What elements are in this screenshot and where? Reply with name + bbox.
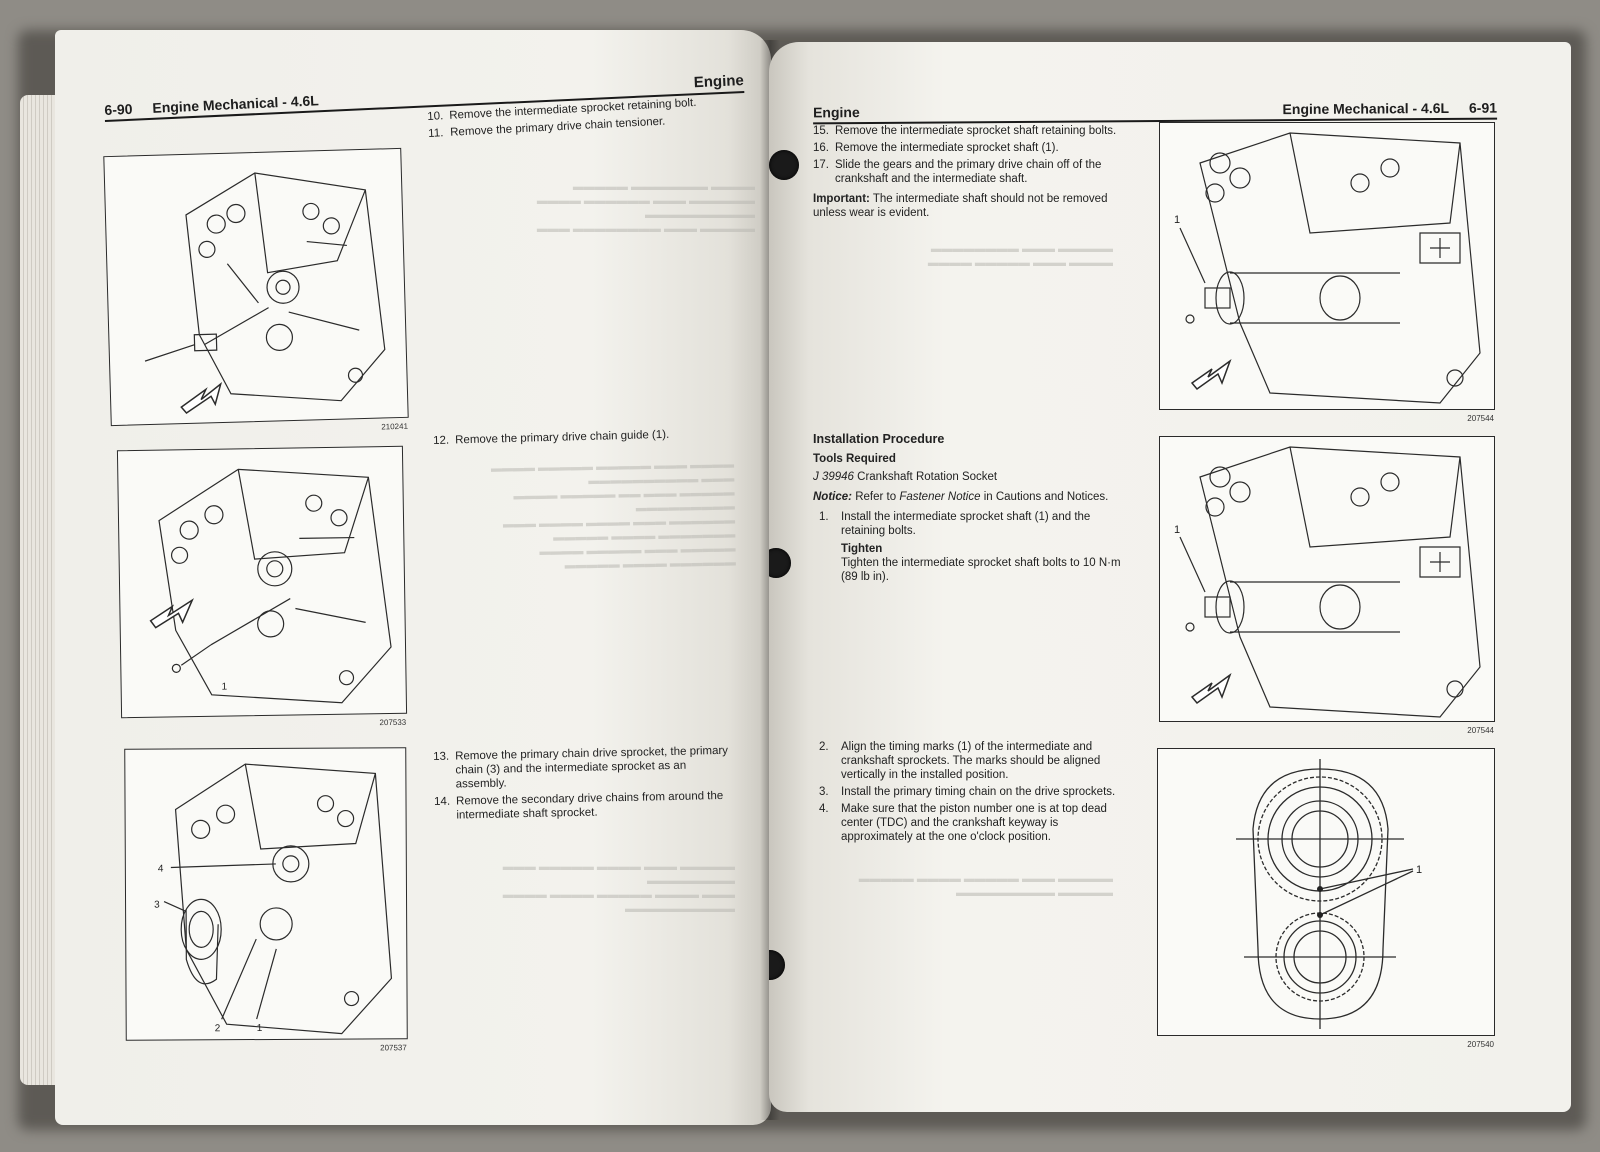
important-text: The intermediate shaft should not be removed unless wear is evident.: [813, 193, 1108, 219]
step-number: 13.: [433, 750, 450, 763]
step-text: Remove the intermediate sprocket retaining bolt.: [449, 96, 697, 122]
bleed-through-text: ▬▬▬▬ ▬▬▬ ▬▬▬▬▬ ▬▬▬▬▬ ▬▬▬▬ ▬▬▬ ▬▬▬▬▬▬▬▬▬▬ ▬▬▬▬▬ ▬▬▬ ▬▬ ▬▬▬▬▬ ▬▬▬▬ ▬▬▬▬▬▬▬▬▬ ▬▬▬▬▬▬ ▬▬▬ ▬▬▬▬ ▬▬▬▬ ▬▬▬ ▬▬▬▬▬▬▬ ▬▬▬▬ ▬▬▬▬▬ ▬▬▬▬▬ ▬▬▬ ▬▬▬▬▬ ▬▬▬▬ ▬▬▬▬▬▬ ▬▬▬▬ ▬▬▬▬▬: [490, 458, 736, 572]
notice-label: Notice:: [813, 491, 852, 503]
steps-2-4: [813, 740, 1125, 847]
step-text: Remove the primary drive chain guide (1).: [455, 428, 670, 447]
right-page-number: 6-91: [1468, 99, 1498, 116]
notice: [813, 490, 1125, 504]
steps-13-14: [433, 744, 735, 826]
step-number: 14.: [433, 795, 451, 808]
notice-pre: Refer to: [855, 491, 897, 503]
callout-2: 2: [214, 1023, 221, 1035]
right-page-section: Engine: [812, 104, 860, 121]
callout-1: 1: [1174, 524, 1181, 536]
callout-1: 1: [1174, 214, 1181, 226]
figure-timing-marks: [1157, 748, 1495, 1049]
binder-hole: [769, 950, 785, 980]
figure-id: 207537: [380, 1043, 407, 1053]
bleed-through-text: ▬▬▬▬▬ ▬▬▬ ▬▬▬▬ ▬▬▬▬▬ ▬▬▬ ▬▬▬▬▬▬▬▬ ▬▬▬ ▬▬▬▬ ▬▬▬▬▬ ▬▬▬▬ ▬▬▬▬ ▬▬▬▬▬▬▬▬▬▬: [502, 861, 735, 915]
binder-hole: [769, 548, 791, 578]
figure-engine-tensioner: [103, 148, 409, 432]
step: [813, 158, 1123, 186]
step: [813, 785, 1125, 799]
step-text: Remove the primary drive chain tensioner.: [449, 115, 666, 139]
figure-intermediate-shaft-removal: [1159, 122, 1495, 423]
figure-engine-chain-guide: [117, 446, 407, 728]
callout-3: 3: [154, 899, 160, 911]
figure-id: 207544: [1467, 726, 1494, 735]
left-page-title: Engine Mechanical - 4.6L: [152, 92, 320, 116]
step-text: Remove the secondary drive chains from around the intermediate shaft sprocket.: [455, 789, 724, 822]
step-number: 10.: [427, 110, 444, 123]
engine-drawing: [125, 748, 407, 1039]
step: [813, 124, 1123, 138]
right-page-header: [813, 88, 1497, 125]
tighten-block: [813, 542, 1125, 584]
step-number: 15.: [813, 125, 829, 137]
step-number: 12.: [433, 434, 450, 447]
installation-heading: Installation Procedure: [813, 432, 945, 446]
right-page: [769, 42, 1571, 1112]
tighten-text: Tighten the intermediate sprocket shaft bolts to 10 N·m (89 lb in).: [841, 557, 1121, 583]
callout-1: 1: [221, 681, 228, 693]
step-number: 3.: [819, 786, 829, 798]
step-number: 17.: [813, 159, 829, 171]
step: [813, 141, 1123, 155]
timing-diagram: [1158, 749, 1494, 1035]
engine-drawing: [118, 447, 406, 717]
step: [813, 740, 1125, 782]
figure-id: 207533: [379, 717, 407, 728]
tools-heading: Tools Required: [813, 453, 896, 465]
important-label: Important:: [813, 193, 870, 205]
step-text: Install the primary timing chain on the drive sprockets.: [841, 786, 1116, 798]
right-page-title: Engine Mechanical - 4.6L: [1282, 99, 1450, 118]
steps-12: [433, 426, 733, 451]
bleed-through-text: ▬▬▬▬▬ ▬▬▬ ▬▬▬▬▬▬▬▬ ▬▬▬▬ ▬▬▬ ▬▬▬▬▬ ▬▬▬▬: [927, 243, 1113, 269]
binder-hole: [769, 150, 799, 180]
callout-1: 1: [1416, 864, 1423, 876]
step-text: Install the intermediate sprocket shaft (1) and the retaining bolts.: [841, 511, 1091, 537]
figure-id: 207544: [1467, 414, 1494, 423]
bleed-through-text: ▬▬▬▬▬ ▬▬▬ ▬▬▬▬▬ ▬▬▬▬ ▬▬▬▬▬ ▬▬▬▬▬ ▬▬▬▬▬▬▬▬▬: [858, 873, 1113, 899]
step-text: Make sure that the piston number one is at top dead center (TDC) and the crankshaft keyway is approximately at the one o'clock position.: [841, 803, 1107, 843]
callout-4: 4: [157, 863, 164, 875]
figure-id: 207540: [1467, 1040, 1494, 1049]
step: [433, 426, 733, 448]
step-number: 16.: [813, 142, 829, 154]
figure-intermediate-shaft-install: [1159, 436, 1495, 735]
engine-drawing: [1160, 437, 1494, 721]
step-text: Remove the intermediate sprocket shaft (1).: [835, 142, 1059, 154]
step-text: Remove the primary chain drive sprocket, the primary chain (3) and the intermediate sprocket as an assembly.: [455, 744, 729, 791]
step: [434, 789, 735, 823]
tool-entry: [813, 470, 1125, 484]
step-text: Remove the intermediate sprocket shaft retaining bolts.: [835, 125, 1117, 137]
step: [813, 802, 1125, 844]
engine-drawing: [1160, 123, 1494, 409]
step-text: Slide the gears and the primary drive chain off of the crankshaft and the intermediate shaft.: [835, 159, 1102, 185]
left-page: [55, 30, 771, 1125]
figure-id: 210241: [381, 421, 409, 432]
step-text: Align the timing marks (1) of the intermediate and crankshaft sprockets. The marks should be aligned vertically in the installed position.: [841, 741, 1101, 781]
callout-1: 1: [256, 1023, 263, 1035]
important-note: [813, 192, 1123, 220]
notice-link: Fastener Notice: [899, 491, 981, 503]
tool-code: J 39946: [813, 471, 854, 483]
tighten-label: Tighten: [841, 543, 883, 555]
step-number: 4.: [819, 803, 829, 815]
steps-15-17: [813, 124, 1123, 220]
step: [813, 510, 1125, 538]
step-number: 2.: [819, 741, 829, 753]
engine-drawing: [104, 149, 407, 425]
tool-name: Crankshaft Rotation Socket: [857, 471, 998, 483]
step-number: 1.: [819, 511, 829, 523]
installation-procedure: [813, 432, 1125, 584]
step-number: 11.: [427, 127, 444, 140]
left-page-section: Engine: [693, 71, 745, 92]
figure-engine-sprocket-assembly: [124, 747, 408, 1053]
bleed-through-text: ▬▬▬▬ ▬▬▬▬▬▬▬ ▬▬▬▬▬ ▬▬▬▬▬▬ ▬▬▬ ▬▬▬▬▬▬ ▬▬▬▬ ▬▬▬▬▬▬▬▬▬▬ ▬▬▬▬▬ ▬▬▬ ▬▬▬▬▬▬▬▬ ▬▬▬: [536, 181, 755, 235]
step: [433, 744, 734, 792]
left-page-number: 6-90: [104, 100, 133, 119]
notice-post: in Cautions and Notices.: [983, 491, 1109, 503]
